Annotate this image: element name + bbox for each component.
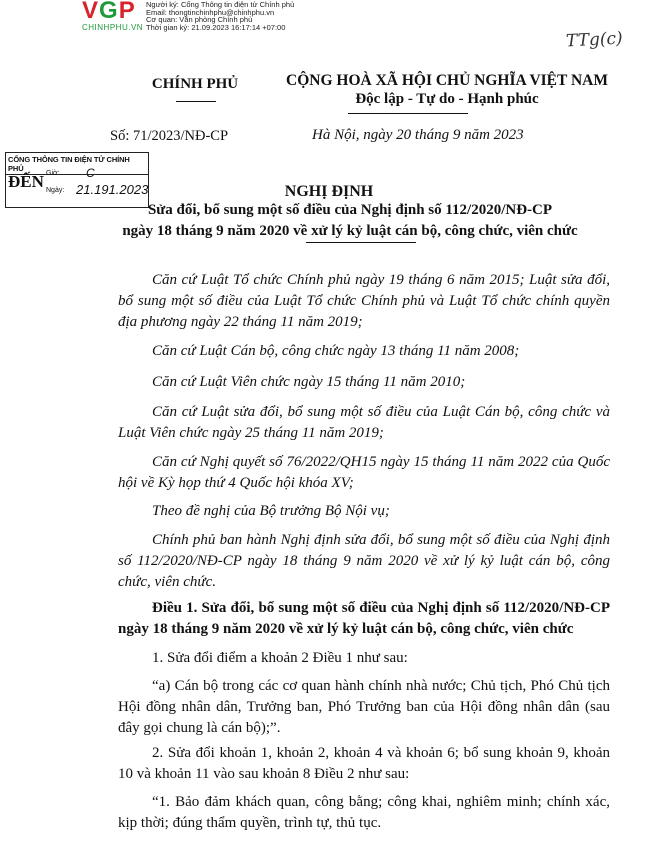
preamble-7: Chính phủ ban hành Nghị định sửa đổi, bổ sung một số điều của Nghị định số 112/2020/NĐ-CP ngày 18 tháng 9 năm 2020 về xử lý kỷ luật cán bộ, công chức, viên chức. xyxy=(118,532,610,590)
item-1-quote: “a) Cán bộ trong các cơ quan hành chính nhà nước; Chủ tịch, Phó Chủ tịch Hội đồng nhân dân, Trưởng ban, Phó Trưởng ban của Hội đồng nhân dân (sau đây gọi chung là cán bộ);”. xyxy=(118,678,610,736)
stamp-title: CỔNG THÔNG TIN ĐIỆN TỬ CHÍNH PHỦ xyxy=(6,153,148,175)
national-header xyxy=(272,72,622,108)
item-1: 1. Sửa đổi điểm a khoản 2 Điều 1 như sau: xyxy=(152,650,408,666)
item-2: 2. Sửa đổi khoản 1, khoản 2, khoản 4 và khoản 6; bổ sung khoản 9, khoản 10 và khoản 11 vào sau khoản 8 Điều 2 như sau: xyxy=(118,745,610,782)
issuer: CHÍNH PHỦ xyxy=(151,76,239,92)
agency-line: Cơ quan: Văn phòng Chính phủ xyxy=(146,15,253,25)
place-date: Hà Nội, ngày 20 tháng 9 năm 2023 xyxy=(312,127,524,143)
email-line: Email: thongtinchinhphu@chinhphu.vn xyxy=(146,7,275,17)
preamble-5: Căn cứ Nghị quyết số 76/2022/QH15 ngày 15 tháng 11 năm 2022 của Quốc hội về Kỳ họp thứ 4 Quốc hội khóa XV; xyxy=(118,454,610,491)
document-number: Số: 71/2023/NĐ-CP xyxy=(110,128,229,144)
country-name: CỘNG HOÀ XÃ HỘI CHỦ NGHĨA VIỆT NAM xyxy=(286,72,608,89)
stamp-gio-label: Giờ: xyxy=(46,170,60,177)
vgp-site: CHINHPHU.VN xyxy=(82,23,144,32)
stamp-ngay-label: Ngày: xyxy=(46,187,65,194)
motto: Độc lập - Tự do - Hạnh phúc xyxy=(355,91,539,107)
document-subtitle xyxy=(100,200,600,242)
vgp-logo: VGP xyxy=(82,0,136,24)
document-type: NGHỊ ĐỊNH xyxy=(284,183,374,200)
signer-line: Người ký: Cổng Thông tin điện tử Chính phủ xyxy=(146,0,295,9)
article-1-title: Điều 1. Sửa đổi, bổ sung một số điều của Nghị định số 112/2020/NĐ-CP ngày 18 tháng 9 năm 2020 về xử lý kỷ luật cán bộ, công chức, viên chức xyxy=(118,600,610,637)
issuer-underline xyxy=(176,101,216,102)
stamp-ngay-value: 21.191.2023 xyxy=(76,182,149,197)
item-2-quote: “1. Bảo đảm khách quan, công bằng; công khai, nghiêm minh; chính xác, kịp thời; đúng thẩm quyền, trình tự, thủ tục. xyxy=(118,794,610,831)
preamble-2: Căn cứ Luật Cán bộ, công chức ngày 13 tháng 11 năm 2008; xyxy=(152,343,520,359)
subtitle-underline xyxy=(306,242,416,243)
handwritten-note: TTg(c) xyxy=(565,28,624,52)
subtitle-line-1: Sửa đổi, bổ sung một số điều của Nghị định số 112/2020/NĐ-CP xyxy=(147,202,553,218)
stamp-den: ĐẾN xyxy=(8,172,44,191)
motto-underline xyxy=(348,113,468,114)
stamp-gio-value: C xyxy=(86,166,95,180)
preamble-4: Căn cứ Luật sửa đổi, bổ sung một số điều của Luật Cán bộ, công chức và Luật Viên chức ngày 25 tháng 11 năm 2019; xyxy=(118,404,610,441)
preamble-6: Theo đề nghị của Bộ trưởng Bộ Nội vụ; xyxy=(152,503,390,519)
digital-signature-info xyxy=(146,1,294,31)
subtitle-line-2: ngày 18 tháng 9 năm 2020 về xử lý kỷ luật cán bộ, công chức, viên chức xyxy=(122,223,578,239)
preamble-3: Căn cứ Luật Viên chức ngày 15 tháng 11 năm 2010; xyxy=(152,374,466,390)
sign-time-line: Thời gian ký: 21.09.2023 16:17:14 +07:00 xyxy=(146,22,286,32)
preamble-1: Căn cứ Luật Tổ chức Chính phủ ngày 19 tháng 6 năm 2015; Luật sửa đổi, bổ sung một số điều của Luật Tổ chức Chính phủ và Luật Tổ chức chính quyền địa phương ngày 22 tháng 11 năm 2019; xyxy=(118,272,610,330)
